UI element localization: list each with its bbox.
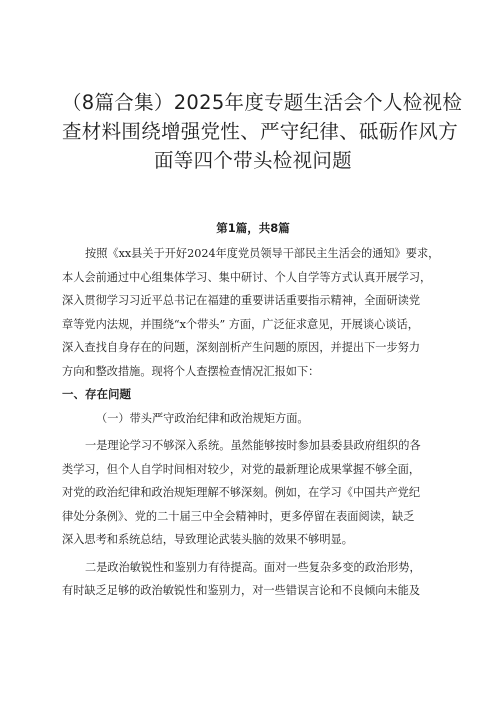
title-line-1: （8篇合集）2025年度专题生活会个人检视检: [62, 91, 463, 114]
point-2-paragraph: [62, 556, 444, 603]
part-label: 第1篇，共8篇: [216, 221, 290, 235]
point-1-line: 类学习，但个人自学时间相对较少，对党的最新理论成果掌握不够全面，: [62, 462, 421, 476]
point-1-line: 律处分条例》、党的二十届三中全会精神时，更多停留在表面阅读，缺乏: [62, 509, 415, 523]
intro-line: 章等党内法规，并围绕“x个带头” 方面，广泛征求意见，开展谈心谈话，: [62, 317, 419, 331]
point-1-line: 一是理论学习不够深入系统。虽然能够按时参加县委县政府组织的各: [85, 439, 421, 452]
point-1-line: 深入思考和系统总结，导致理论武装头脑的效果不够明显。: [62, 533, 353, 546]
point-2-line: 有时缺乏足够的政治敏锐性和鉴别力，对一些错误言论和不良倾向未能及: [62, 584, 421, 597]
sub-heading: （一）带头严守政治纪律和政治规矩方面。: [96, 411, 309, 425]
section-heading: 一、存在问题: [62, 387, 131, 401]
intro-line: 本人会前通过中心组集体学习、集中研讨、个人自学等方式认真开展学习，: [62, 270, 432, 284]
point-2-line: 二是政治敏锐性和鉴别力有待提高。面对一些复杂多变的政治形势，: [85, 560, 421, 574]
title-line-3: 面等四个带头检视问题: [153, 149, 352, 172]
document-title: [62, 88, 463, 175]
point-1-line: 对党的政治纪律和政治规矩理解不够深刻。例如，在学习《中国共产党纪: [62, 486, 421, 499]
intro-line: 深入贯彻学习习近平总书记在福建的重要讲话重要指示精神，全面研读党: [62, 294, 421, 307]
point-1-paragraph: [62, 434, 444, 552]
title-line-2: 查材料围绕增强党性、严守纪律、砥砺作风方: [62, 120, 459, 143]
intro-line: 按照《xx县关于开好2024年度党员领导干部民主生活会的通知》要求，: [85, 247, 440, 260]
intro-paragraph: [62, 242, 444, 383]
intro-line: 深入查找自身存在的问题，深刻剖析产生问题的原因，并提出下一步努力: [62, 341, 421, 354]
intro-line: 方向和整改措施。现将个人查摆检查情况汇报如下：: [62, 364, 320, 378]
